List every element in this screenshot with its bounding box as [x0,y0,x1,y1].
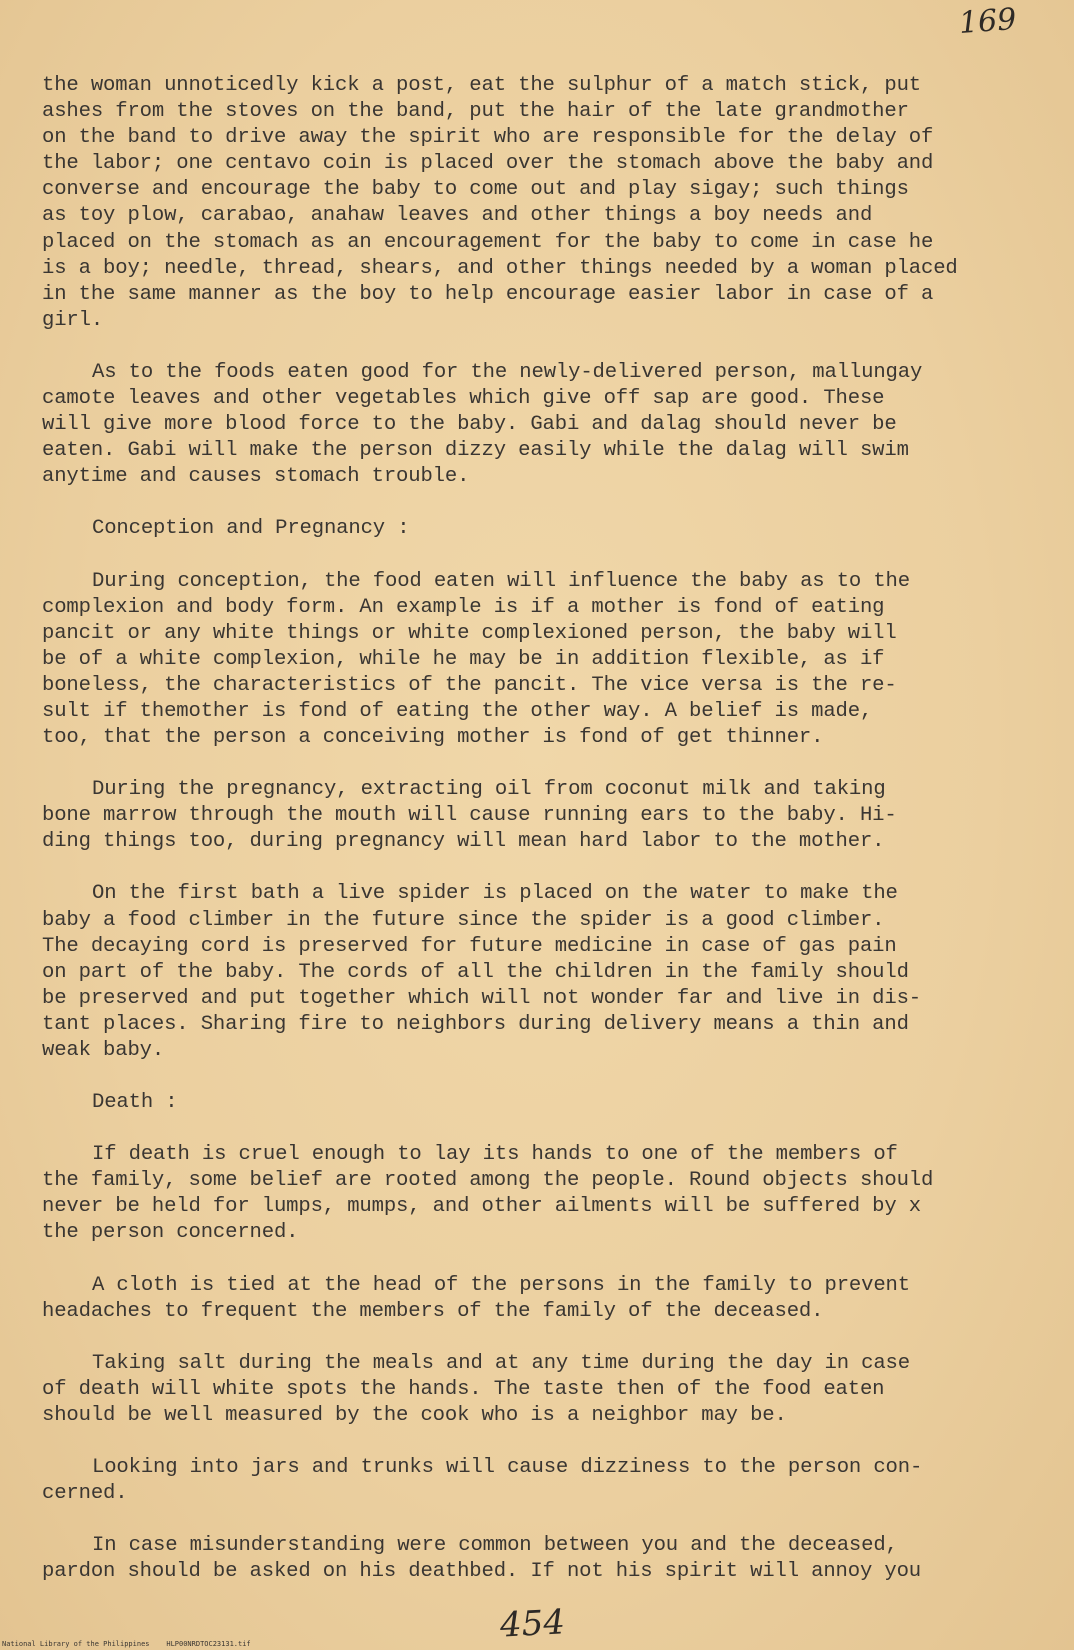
text-line: never be held for lumps, mumps, and other ailments will be suffered by x [42,1195,921,1219]
text-line: On the first bath a live spider is placed on the water to make the [92,882,898,906]
text-line: pardon should be asked on his deathbed. If not his spirit will annoy you [42,1560,921,1584]
page-number: 169 [957,2,1018,41]
text-line: bone marrow through the mouth will cause running ears to the baby. Hi- [42,804,897,828]
text-line: In case misunderstanding were common between you and the deceased, [92,1534,898,1558]
text-line: the labor; one centavo coin is placed over the stomach above the baby and [42,152,934,176]
paragraph [42,1090,1032,1116]
text-line: ashes from the stoves on the band, put the hair of the late grandmother [42,100,909,124]
text-line: the family, some belief are rooted among the people. Round objects should [42,1169,934,1193]
paragraph [42,881,1032,1064]
text-line: eaten. Gabi will make the person dizzy easily while the dalag will swim [42,439,909,463]
paragraph [42,1533,1032,1585]
body-text [42,73,1032,1585]
text-line: anytime and causes stomach trouble. [42,465,470,489]
text-line: is a boy; needle, thread, shears, and other things needed by a woman placed [42,256,958,280]
text-line: baby a food climber in the future since the spider is a good climber. [42,908,885,932]
text-line: During conception, the food eaten will influence the baby as to the [92,569,910,593]
text-line: If death is cruel enough to lay its hands to one of the members of [92,1143,898,1167]
text-line: complexion and body form. An example is if a mother is fond of eating [42,595,885,619]
paragraph [42,516,1032,542]
text-line: A cloth is tied at the head of the persons in the family to prevent [92,1273,910,1297]
paragraph [42,1455,1032,1507]
text-line: converse and encourage the baby to come out and play sigay; such things [42,178,909,202]
text-line: Looking into jars and trunks will cause dizziness to the person con- [92,1456,923,1480]
text-line: During the pregnancy, extracting oil from coconut milk and taking [92,778,886,802]
paragraph [42,73,1032,334]
text-line: weak baby. [42,1039,165,1062]
text-line: too, that the person a conceiving mother is fond of get thinner. [42,726,824,750]
text-line: of death will white spots the hands. The taste then of the food eaten [42,1377,885,1401]
text-line: the person concerned. [42,1221,299,1245]
text-line: should be well measured by the cook who is a neighbor may be. [42,1403,787,1427]
text-line: girl. [42,308,104,332]
paragraph-gap [42,855,1032,881]
paragraph-gap [42,1116,1032,1142]
text-line: as toy plow, carabao, anahaw leaves and other things a boy needs and [42,204,873,228]
text-line: cerned. [42,1482,128,1506]
paragraph [42,569,1032,752]
text-line: camote leaves and other vegetables which give off sap are good. These [42,387,885,411]
text-line: headaches to frequent the members of the family of the deceased. [42,1299,824,1323]
text-line: As to the foods eaten good for the newly-delivered person, mallungay [92,360,923,384]
text-line: placed on the stomach as an encouragement for the baby to come in case he [42,230,934,254]
archive-footer: National Library of the Philippines HLP00NRDTOC23131.tif [2,1640,251,1648]
paragraph-gap [42,543,1032,569]
text-line: Taking salt during the meals and at any time during the day in case [92,1351,910,1375]
text-line: be of a white complexion, while he may be in addition flexible, as if [42,647,885,671]
paragraph [42,777,1032,855]
paragraph [42,1142,1032,1246]
text-line: will give more blood force to the baby. Gabi and dalag should never be [42,413,897,437]
text-line: boneless, the characteristics of the pancit. The vice versa is the re- [42,673,897,697]
paragraph-gap [42,1325,1032,1351]
paragraph-gap [42,490,1032,516]
paragraph [42,360,1032,490]
paragraph-gap [42,1247,1032,1273]
text-line: The decaying cord is preserved for future medicine in case of gas pain [42,934,897,958]
text-line: sult if themother is fond of eating the other way. A belief is made, [42,699,873,723]
text-line: Death : [92,1091,178,1115]
paragraph [42,1351,1032,1429]
paragraph-gap [42,1064,1032,1090]
paragraph-gap [42,1507,1032,1533]
paragraph-gap [42,751,1032,777]
text-line: Conception and Pregnancy : [92,517,410,541]
text-line: be preserved and put together which will not wonder far and live in dis- [42,986,921,1010]
text-line: tant places. Sharing fire to neighbors during delivery means a thin and [42,1012,909,1036]
bottom-number: 454 [498,1602,566,1646]
paragraph-gap [42,1429,1032,1455]
text-line: the woman unnoticedly kick a post, eat the sulphur of a match stick, put [42,74,921,97]
text-line: pancit or any white things or white complexioned person, the baby will [42,621,897,645]
paragraph [42,1273,1032,1325]
text-line: on part of the baby. The cords of all the children in the family should [42,960,909,984]
text-line: in the same manner as the boy to help encourage easier labor in case of a [42,282,934,306]
text-line: ding things too, during pregnancy will mean hard labor to the mother. [42,830,885,854]
text-line: on the band to drive away the spirit who are responsible for the delay of [42,126,934,150]
paragraph-gap [42,334,1032,360]
